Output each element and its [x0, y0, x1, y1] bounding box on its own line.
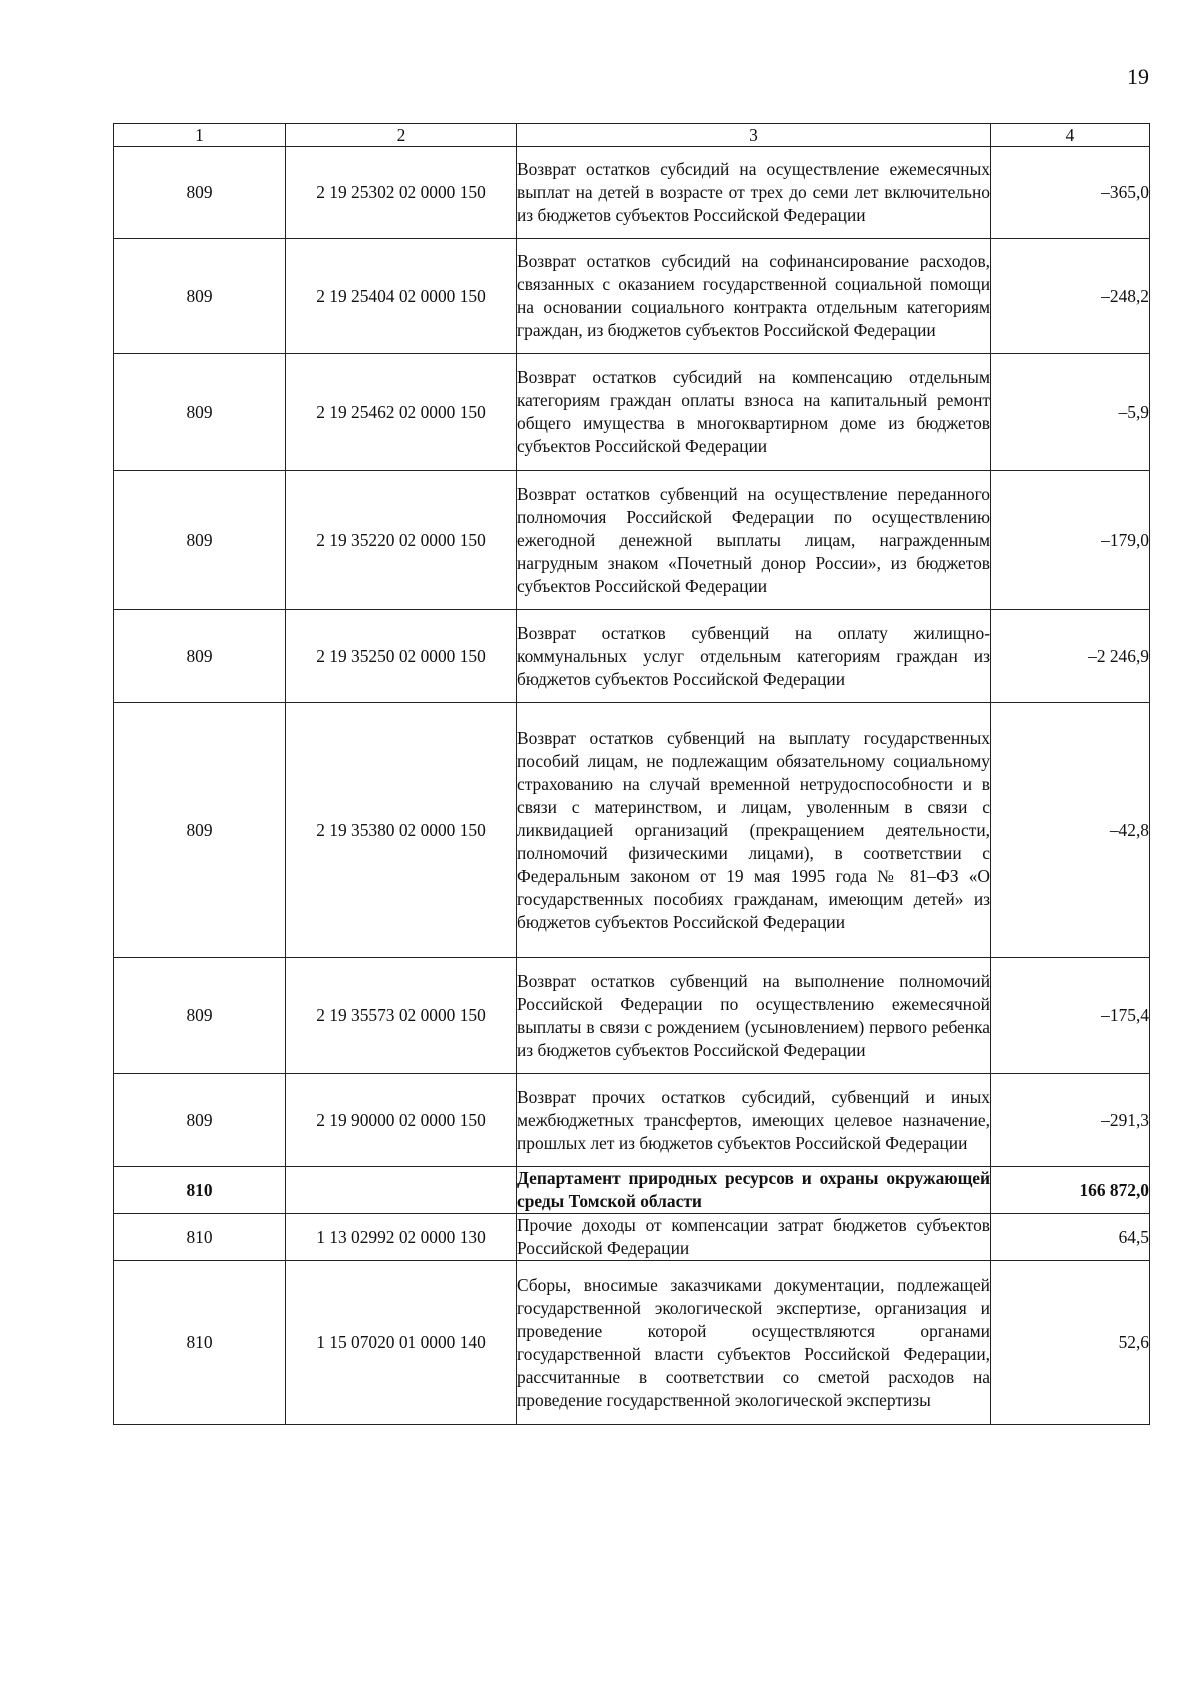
amount-cell: –365,0 — [991, 147, 1150, 239]
admin-code-cell: 809 — [114, 958, 286, 1074]
description-cell: Возврат остатков субвенций на оплату жилищно-коммунальных услуг отдельным категориям граждан из бюджетов субъектов Российской Федерации — [517, 610, 991, 703]
amount-cell: 52,6 — [991, 1261, 1150, 1425]
department-name-cell: Департамент природных ресурсов и охраны окружающей среды Томской области — [517, 1167, 991, 1214]
description-cell: Возврат остатков субвенций на выполнение полномочий Российской Федерации по осуществлению ежемесячной выплаты в связи с рождением (усыновлением) первого ребенка из бюджетов субъектов Российской Федерации — [517, 958, 991, 1074]
budget-code-cell: 2 19 25462 02 0000 150 — [286, 354, 517, 471]
table-header-row — [114, 124, 1150, 147]
table-row — [114, 1261, 1150, 1425]
description-cell: Возврат остатков субвенций на выплату государственных пособий лицам, не подлежащим обязательному социальному страхованию на случай временной нетрудоспособности и в связи с материнством, и лицам, уволенным в связи с ликвидацией организаций (прекращением деятельности, полномочий физическими лицами), в соответствии с Федеральным законом от 19 мая 1995 года № 81–ФЗ «О государственных пособиях гражданам, имеющим детей» из бюджетов субъектов Российской Федерации — [517, 703, 991, 958]
page-number: 19 — [1127, 64, 1149, 89]
amount-cell: –2 246,9 — [991, 610, 1150, 703]
amount-cell: 64,5 — [991, 1214, 1150, 1261]
budget-code-cell: 2 19 35380 02 0000 150 — [286, 703, 517, 958]
budget-code-cell: 1 13 02992 02 0000 130 — [286, 1214, 517, 1261]
amount-cell: –248,2 — [991, 239, 1150, 354]
table-row-department — [114, 1167, 1150, 1214]
budget-code-cell: 1 15 07020 01 0000 140 — [286, 1261, 517, 1425]
admin-code-cell: 809 — [114, 239, 286, 354]
description-cell: Прочие доходы от компенсации затрат бюджетов субъектов Российской Федерации — [517, 1214, 991, 1261]
admin-code-cell: 810 — [114, 1214, 286, 1261]
table-row — [114, 471, 1150, 610]
admin-code-cell: 809 — [114, 354, 286, 471]
amount-cell: –179,0 — [991, 471, 1150, 610]
column-header-4: 4 — [991, 124, 1150, 147]
description-cell: Возврат остатков субсидий на компенсацию отдельным категориям граждан оплаты взноса на капитальный ремонт общего имущества в многоквартирном доме из бюджетов субъектов Российской Федерации — [517, 354, 991, 471]
admin-code-cell: 809 — [114, 1074, 286, 1167]
budget-revenue-table — [113, 123, 1150, 1425]
admin-code-cell: 810 — [114, 1167, 286, 1214]
table-row — [114, 610, 1150, 703]
column-header-2: 2 — [286, 124, 517, 147]
budget-code-cell: 2 19 90000 02 0000 150 — [286, 1074, 517, 1167]
description-cell: Возврат прочих остатков субсидий, субвенций и иных межбюджетных трансфертов, имеющих целевое назначение, прошлых лет из бюджетов субъектов Российской Федерации — [517, 1074, 991, 1167]
table-row — [114, 239, 1150, 354]
amount-cell: –5,9 — [991, 354, 1150, 471]
budget-code-cell — [286, 1167, 517, 1214]
budget-code-cell: 2 19 25404 02 0000 150 — [286, 239, 517, 354]
admin-code-cell: 809 — [114, 610, 286, 703]
table-row — [114, 703, 1150, 958]
table-row — [114, 1074, 1150, 1167]
budget-code-cell: 2 19 35250 02 0000 150 — [286, 610, 517, 703]
description-cell: Возврат остатков субсидий на софинансирование расходов, связанных с оказанием государственной социальной помощи на основании социального контракта отдельным категориям граждан, из бюджетов субъектов Российской Федерации — [517, 239, 991, 354]
budget-code-cell: 2 19 35220 02 0000 150 — [286, 471, 517, 610]
amount-cell: –175,4 — [991, 958, 1150, 1074]
description-cell: Сборы, вносимые заказчиками документации, подлежащей государственной экологической экспертизе, организация и проведение которой осуществляются органами государственной власти субъектов Российской Федерации, рассчитанные в соответствии со сметой расходов на проведение государственной экологической экспертизы — [517, 1261, 991, 1425]
department-total-cell: 166 872,0 — [991, 1167, 1150, 1214]
table-row — [114, 147, 1150, 239]
description-cell: Возврат остатков субвенций на осуществление переданного полномочия Российской Федерации по осуществлению ежегодной денежной выплаты лицам, награжденным нагрудным знаком «Почетный донор России», из бюджетов субъектов Российской Федерации — [517, 471, 991, 610]
admin-code-cell: 809 — [114, 703, 286, 958]
amount-cell: –42,8 — [991, 703, 1150, 958]
budget-code-cell: 2 19 25302 02 0000 150 — [286, 147, 517, 239]
table-row — [114, 354, 1150, 471]
description-cell: Возврат остатков субсидий на осуществление ежемесячных выплат на детей в возрасте от трех до семи лет включительно из бюджетов субъектов Российской Федерации — [517, 147, 991, 239]
column-header-3: 3 — [517, 124, 991, 147]
budget-code-cell: 2 19 35573 02 0000 150 — [286, 958, 517, 1074]
admin-code-cell: 810 — [114, 1261, 286, 1425]
column-header-1: 1 — [114, 124, 286, 147]
table-row — [114, 1214, 1150, 1261]
admin-code-cell: 809 — [114, 147, 286, 239]
admin-code-cell: 809 — [114, 471, 286, 610]
table-row — [114, 958, 1150, 1074]
amount-cell: –291,3 — [991, 1074, 1150, 1167]
